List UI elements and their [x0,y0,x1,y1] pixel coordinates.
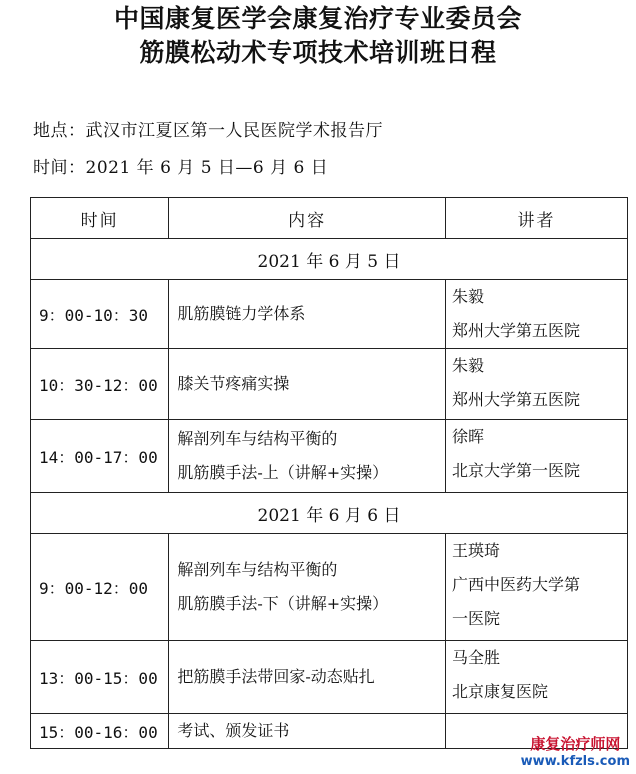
speaker-affiliation: 郑州大学第五医院 [451,321,580,340]
date-row [31,239,628,280]
date-row [31,493,628,534]
header-time: 时间 [31,198,169,239]
speaker-name: 徐晖 [451,427,484,446]
session-speaker [445,534,627,641]
table-row [31,534,628,641]
time-range-text: 时间：2021 年 6 月 5 日—6 月 6 日 [33,158,329,178]
speaker-affiliation: 郑州大学第五医院 [451,390,580,409]
table-row [31,420,628,493]
page-subtitle: 筋膜松动术专项技术培训班日程 [139,38,497,67]
speaker-name: 王瑛琦 [451,541,500,560]
session-time: 13：00-15：00 [31,641,169,714]
speaker-affiliation-cont: 一医院 [451,609,500,628]
date-label: 2021 年 6 月 6 日 [31,493,628,534]
location-text: 地点：武汉市江夏区第一人民医院学术报告厅 [33,121,383,141]
session-time: 9：00-10：30 [31,280,169,349]
speaker-name: 马全胜 [451,648,500,667]
session-content [169,714,446,749]
content-line: 肌筋膜手法-上（讲解+实操） [177,463,389,482]
session-speaker [445,641,627,714]
speaker-name: 朱毅 [451,287,484,306]
table-row [31,280,628,349]
content-line: 解剖列车与结构平衡的 [177,429,338,448]
session-time: 15：00-16：00 [31,714,169,749]
watermark-url: www.kfzls.com [520,754,630,769]
session-speaker [445,420,627,493]
session-content [169,349,446,420]
session-content [169,534,446,641]
table-row [31,641,628,714]
header-speaker: 讲者 [445,198,627,239]
session-time: 14：00-17：00 [31,420,169,493]
schedule-table [30,197,628,749]
header-content: 内容 [169,198,446,239]
page-title: 中国康复医学会康复治疗专业委员会 [113,4,522,33]
session-content [169,420,446,493]
date-label: 2021 年 6 月 5 日 [31,239,628,280]
table-header-row [31,198,628,239]
content-line: 把筋膜手法带回家-动态贴扎 [177,667,375,686]
speaker-affiliation: 北京大学第一医院 [451,461,580,480]
speaker-affiliation: 北京康复医院 [451,682,548,701]
content-line: 解剖列车与结构平衡的 [177,560,338,579]
table-row [31,349,628,420]
session-content [169,641,446,714]
session-time: 9：00-12：00 [31,534,169,641]
session-speaker [445,280,627,349]
session-content [169,280,446,349]
speaker-affiliation: 广西中医药大学第 [451,575,580,594]
watermark [521,736,630,770]
content-line: 考试、颁发证书 [177,721,290,740]
session-speaker [445,349,627,420]
watermark-site-name: 康复治疗师网 [530,735,621,753]
content-line: 肌筋膜手法-下（讲解+实操） [177,594,389,613]
content-line: 膝关节疼痛实操 [177,374,290,393]
speaker-name: 朱毅 [451,356,484,375]
content-line: 肌筋膜链力学体系 [177,304,306,323]
session-time: 10：30-12：00 [31,349,169,420]
